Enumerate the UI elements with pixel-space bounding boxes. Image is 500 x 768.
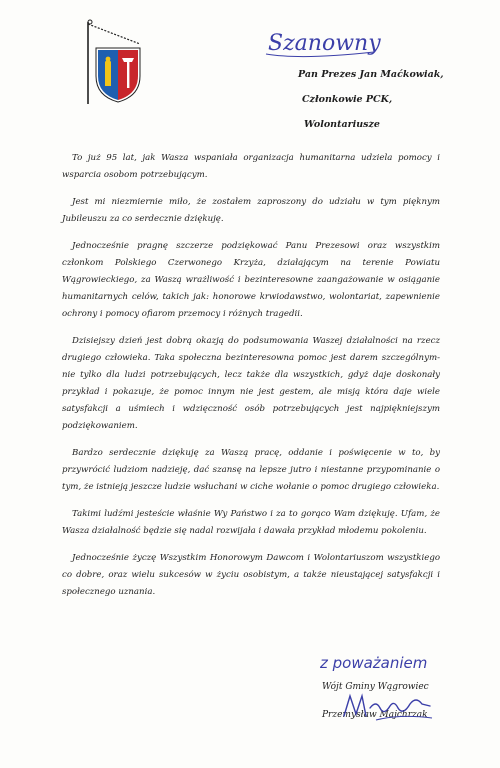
recipient-president: Pan Prezes Jan Maćkowiak,: [298, 69, 444, 80]
svg-text:z poważaniem: z poważaniem: [320, 654, 428, 672]
paragraph: Dzisiejszy dzień jest dobrą okazją do podsumowania Waszej działalności na rzecz drugiego człowieka. Taka społeczna bezinteresowna pomoc jest darem szczególnym- nie tylko dla ludzi potrzebujących, lecz także dla wszystkich, gdyż daje doskonały przykład i pokazuje, że pomoc innym nie jest gestem, ale misją która daje wiele satysfakcji a uśmiech i wdzięczność osób potrzebujących jest najpiękniejszym podziękowaniem.: [62, 336, 440, 431]
paragraph: To już 95 lat, jak Wasza wspaniała organizacja humanitarna udziela pomocy i wsparcia osobom potrzebującym.: [62, 153, 440, 180]
letter-body: [62, 150, 440, 611]
recipient-members: Członkowie PCK,: [302, 94, 393, 105]
paragraph: Jednocześnie życzę Wszystkim Honorowym Dawcom i Wolontariuszom wszystkiego co dobre, oraz wielu sukcesów w życiu osobistym, a także nieustającej satysfakcji i społecznego uznania.: [62, 553, 440, 597]
handwritten-closing: [318, 648, 478, 678]
recipients-block: [298, 62, 444, 137]
signatory-title: Wójt Gminy Wągrowiec: [322, 682, 429, 692]
recipient-volunteers: Wolontariusze: [304, 119, 380, 130]
handwritten-signature: [340, 690, 440, 724]
paragraph: Takimi ludźmi jesteście właśnie Wy Państwo i za to gorąco Wam dziękuję. Ufam, że Wasza działalność będzie się nadal rozwijała i dawała przykład młodemu pokoleniu.: [62, 509, 440, 536]
signatory-name: Przemysław Majchrzak: [322, 710, 428, 720]
paragraph: Jednocześnie pragnę szczerze podziękować Panu Prezesowi oraz wszystkim członkom Polskiego Czerwonego Krzyża, działającym na terenie Powiatu Wągrowieckiego, za Waszą wrażliwość i bezinteresowne zaangażowanie w osiąganie humanitarnych celów, takich jak: honorowe krwiodawstwo, wolontariat, zapewnienie ochrony i pomocy ofiarom przemocy i różnych tragedii.: [62, 241, 440, 319]
paragraph: Jest mi niezmiernie miło, że zostałem zaproszony do udziału w tym pięknym Jubileuszu za co serdecznie dziękuję.: [62, 197, 440, 224]
svg-text:Szanowny: Szanowny: [268, 31, 381, 56]
handwritten-salutation: [262, 22, 382, 62]
municipal-coat-of-arms-icon: [82, 18, 144, 104]
paragraph: Bardzo serdecznie dziękuję za Waszą pracę, oddanie i poświęcenie w to, by przywrócić ludziom nadzieję, dać szansę na lepsze jutro i niestanne przypominanie o tym, że istnieją jeszcze ludzie wsłuchani w ciche wołanie o pomoc drugiego człowieka.: [62, 448, 440, 492]
